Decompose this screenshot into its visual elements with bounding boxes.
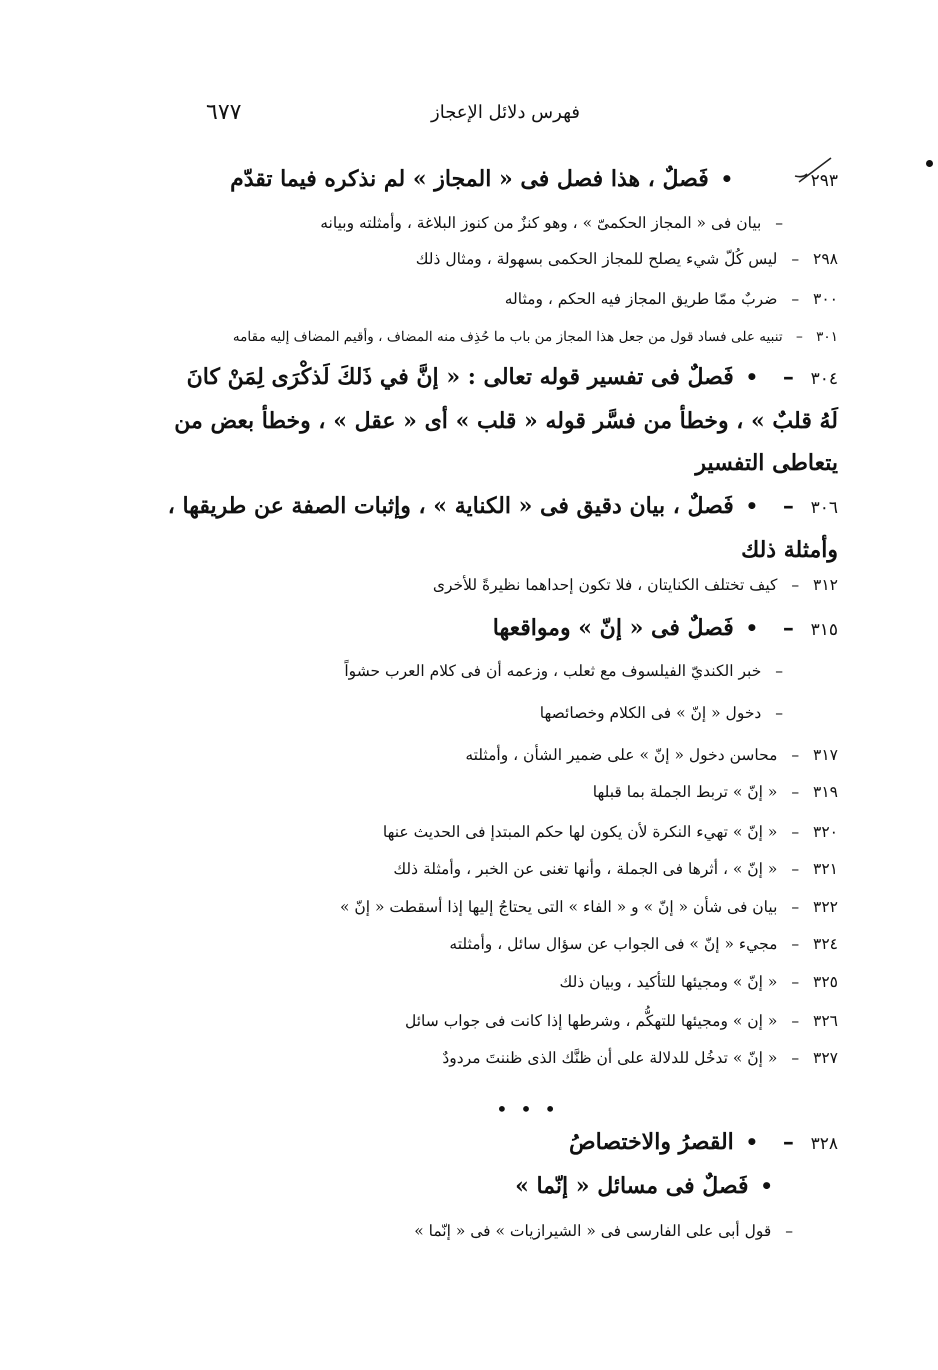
entry-page-number: ٣٠٤ [810, 369, 838, 389]
bullet-icon: • [745, 494, 759, 518]
entry-dash: – [791, 1012, 800, 1030]
running-header-title: فهرس دلائل الإعجاز [431, 102, 580, 123]
entry-dash: – [791, 290, 800, 308]
entry-page-number: ٣١٧ [813, 746, 838, 764]
index-entry [505, 288, 838, 310]
index-entry [233, 326, 838, 348]
entry-dash: – [782, 1129, 794, 1155]
margin-dot-mark [926, 160, 933, 167]
index-entry [560, 971, 839, 993]
index-entry [405, 1010, 838, 1032]
entry-dash: – [791, 1049, 800, 1067]
index-entry [569, 1126, 838, 1160]
entry-text: فَصلٌ ، بيان دقيق فى « الكناية » ، وإثبات الصفة عن طريقها ، وأمثلة ذلك [167, 493, 838, 563]
bullet-icon: • [745, 365, 759, 389]
entry-page-number: ٣٢٤ [813, 935, 838, 953]
index-entry [340, 896, 838, 918]
entry-dash: – [791, 898, 800, 916]
entry-text: محاسن دخول « إنّ » على ضمير الشأن ، وأمثلته [465, 746, 778, 764]
entry-dash: – [775, 662, 783, 680]
entry-dash: – [785, 1222, 793, 1240]
index-entry [414, 1220, 802, 1242]
entry-page-number: ٣٢٥ [813, 973, 838, 991]
entry-page-number: ٣٢٨ [810, 1134, 838, 1154]
entry-page-number: ٣٢٦ [813, 1012, 838, 1030]
entry-text: قول أبى على الفارسى فى « الشيرازيات » فى « إنّما » [414, 1222, 772, 1240]
section-separator: • • • [496, 1097, 560, 1121]
entry-dash: – [782, 364, 794, 390]
entry-text: « إن » ومجيئها للتهكُّم ، وشرطها إذا كانت فى جواب سائل [405, 1012, 778, 1030]
bullet-icon: • [745, 616, 759, 640]
entry-dash: – [795, 329, 803, 345]
entry-text: تنبيه على فساد قول من جعل هذا المجاز من باب ما حُذِف منه المضاف ، وأقيم المضاف إليه مقامه [232, 329, 783, 345]
bullet-icon: • [760, 1174, 773, 1198]
bullet-icon: • [720, 167, 734, 191]
index-entry [320, 212, 792, 234]
entry-text: كيف تختلف الكنايتان ، فلا تكون إحداهما نظيرةً للأخرى [432, 576, 778, 594]
entry-text: دخول « إنّ » فى الكلام وخصائصها [539, 704, 762, 722]
entry-text: فَصلٌ فى « إنّ » ومواقعها [492, 615, 734, 641]
index-entry [344, 660, 792, 682]
entry-page-number: ٢٩٨ [813, 250, 838, 268]
entry-text: « إنّ » ومجيئها للتأكيد ، وبيان ذلك [559, 973, 778, 991]
entry-dash: – [791, 973, 800, 991]
entry-dash: – [791, 783, 800, 801]
entry-page-number: ٣٢٢ [813, 898, 838, 916]
index-entry [393, 858, 838, 880]
entry-page-number: ٣٠١ [816, 329, 838, 345]
entry-dash: – [791, 935, 800, 953]
bullet-icon: • [745, 1130, 759, 1154]
index-entry [166, 485, 838, 571]
entry-text: « إنّ » تدخُل للدلالة على أن ظنَّك الذى ظننتَ مردودٌ [442, 1049, 778, 1067]
entry-dash: – [791, 823, 800, 841]
index-entry [442, 1047, 838, 1069]
entry-page-number: ٣٢١ [813, 860, 838, 878]
entry-text: « إنّ » تهيء النكرة لأن يكون لها حكم المبتدإ فى الحديث عنها [382, 823, 778, 841]
entry-page-number: ٣٢٠ [813, 823, 838, 841]
page-number: ٦٧٧ [206, 100, 242, 125]
entry-dash: – [782, 615, 794, 641]
index-entry [540, 702, 792, 724]
index-entry [493, 612, 838, 646]
index-entry [465, 744, 838, 766]
index-entry [433, 574, 838, 596]
entry-text: فَصلٌ فى مسائل « إنّما » [515, 1173, 749, 1199]
entry-text: ليس كُلّ شيء يصلح للمجاز الحكمى بسهولة ، ومثال ذلك [415, 250, 778, 268]
entry-page-number: ٣٠٠ [813, 290, 838, 308]
entry-page-number: ٣٠٦ [810, 498, 838, 518]
entry-page-number: ٣١٥ [810, 620, 838, 640]
entry-dash: – [775, 704, 783, 722]
index-entry [449, 933, 838, 955]
entry-page-number: ٢٩٣ [810, 171, 838, 191]
index-entry [166, 356, 838, 484]
index-entry [515, 1170, 781, 1202]
entry-dash: – [775, 214, 783, 232]
entry-text: القصرُ والاختصاصُ [569, 1129, 734, 1155]
entry-dash: – [782, 493, 794, 519]
entry-text: ضربٌ ممّا طريق المجاز فيه الحكم ، ومثاله [504, 290, 778, 308]
entry-dash: – [791, 250, 800, 268]
index-entry [383, 821, 838, 843]
entry-page-number: ٣١٩ [813, 783, 838, 801]
entry-text: بيان فى « المجاز الحكمىّ » ، وهو كنزٌ من كنوز البلاغة ، وأمثلته وبيانه [320, 214, 762, 232]
entry-text: فَصلٌ ، هذا فصل فى « المجاز » لم نذكره فيما تقدّم [230, 166, 709, 192]
entry-text: بيان فى شأن « إنّ » و « الفاء » التى يحتاجُ إليها إذا أسقطت « إنّ » [339, 898, 778, 916]
entry-text: مجيء « إنّ » فى الجواب عن سؤال سائل ، وأمثلته [449, 935, 778, 953]
entry-text: « إنّ » ، أثرها فى الجملة ، وأنها تغنى عن الخبر ، وأمثلة ذلك [393, 860, 778, 878]
entry-text: خبر الكنديّ الفيلسوف مع ثعلب ، وزعمه أن فى كلام العرب حشواً [344, 662, 762, 680]
index-entry [416, 248, 838, 270]
entry-dash: – [791, 746, 800, 764]
entry-text: « إنّ » تربط الجملة بما قبلها [592, 783, 778, 801]
entry-dash: – [791, 576, 800, 594]
entry-page-number: ٣٢٧ [813, 1049, 838, 1067]
entry-dash: – [791, 860, 800, 878]
entry-text: فَصلٌ فى تفسير قوله تعالى : « إنَّ في ذَلكَ لَذكْرَى لِمَنْ كانَ لَهُ قلبٌ » ، وخطأ من فسَّر قوله « قلب » أى « عقل » ، وخطأ بعض من يتعاطى التفسير [174, 364, 838, 476]
entry-page-number: ٣١٢ [813, 576, 838, 594]
index-entry [230, 163, 838, 197]
index-entry [593, 781, 838, 803]
